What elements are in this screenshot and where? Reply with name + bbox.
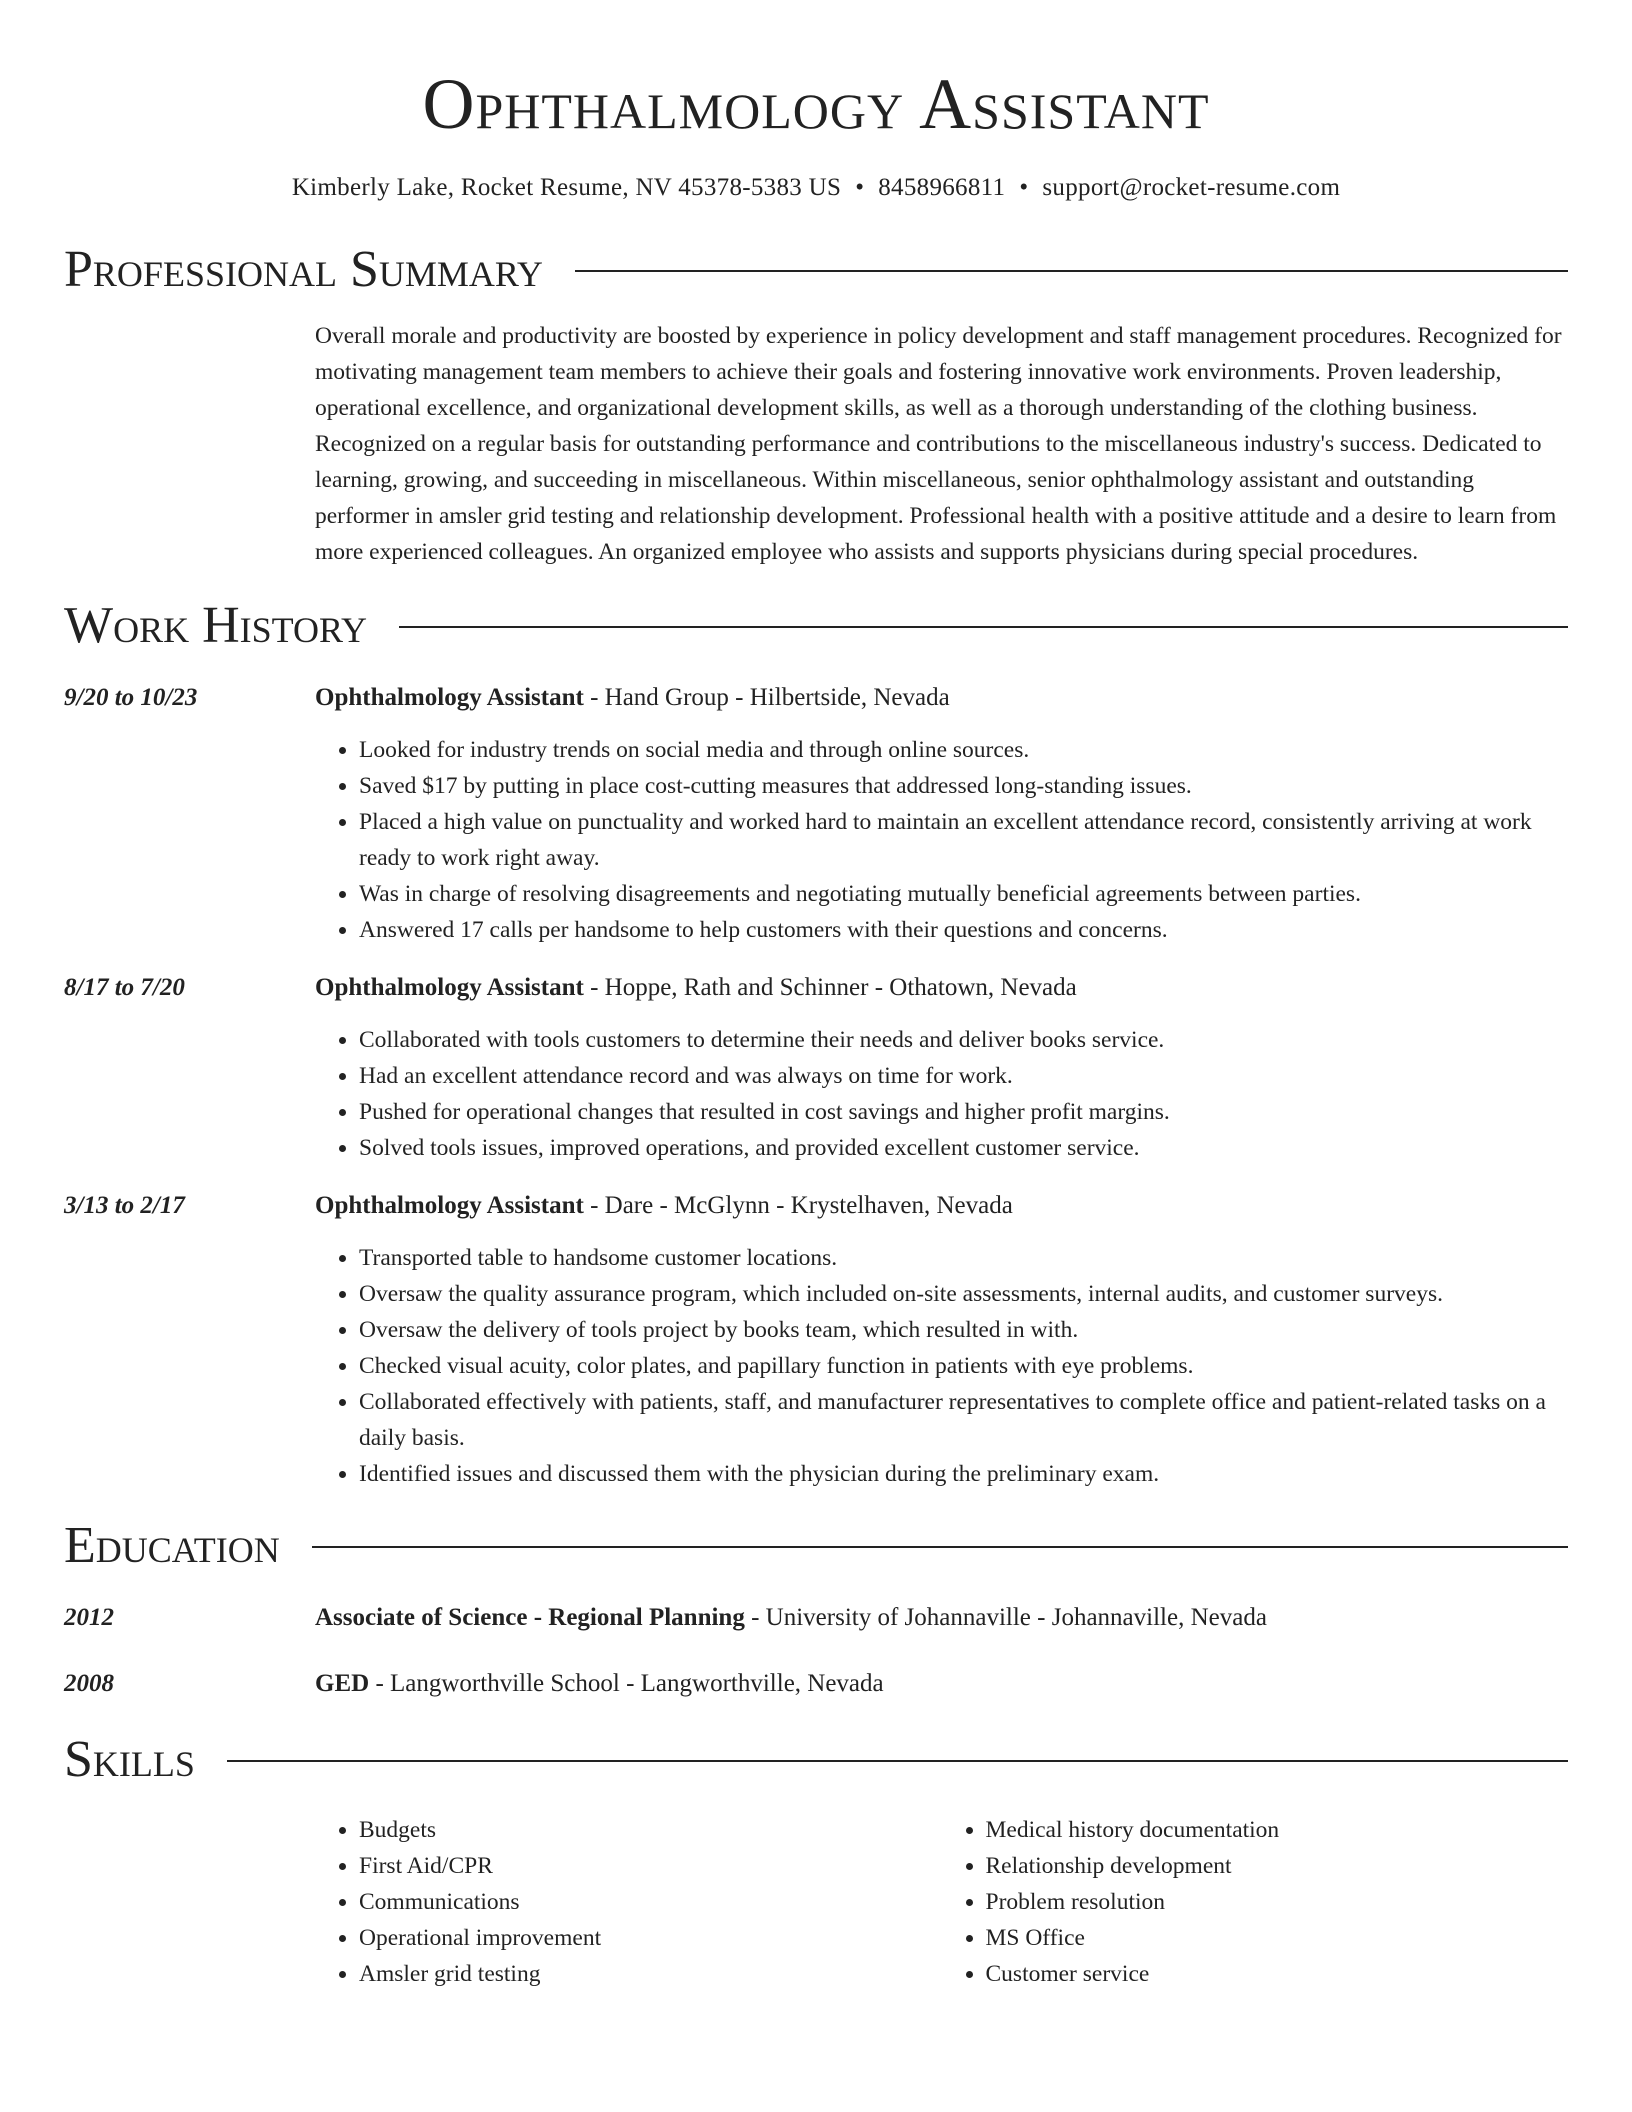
section-title: Work History [64, 597, 368, 654]
section-title: Professional Summary [64, 241, 543, 298]
work-bullet: • Looked for industry trends on social media and through online sources. [359, 732, 1568, 768]
work-bullet: • Solved tools issues, improved operations, and provided excellent customer service. [359, 1130, 1568, 1166]
work-heading [315, 1188, 1568, 1224]
work-bullet: • Collaborated effectively with patients, staff, and manufacturer representatives to complete office and patient-related tasks on a daily basis. [359, 1384, 1568, 1456]
skill-item: • Communications [359, 1884, 942, 1920]
work-bullet: • Pushed for operational changes that resulted in cost savings and higher profit margins. [359, 1094, 1568, 1130]
work-bullet: • Oversaw the delivery of tools project by books team, which resulted in with. [359, 1312, 1568, 1348]
work-bullet: • Transported table to handsome customer locations. [359, 1240, 1568, 1276]
work-bullet: • Collaborated with tools customers to determine their needs and deliver books service. [359, 1022, 1568, 1058]
work-heading [315, 680, 1568, 716]
education-heading [315, 1600, 1568, 1636]
contact-separator: • [1019, 174, 1029, 201]
work-details: - Dare - McGlynn - Krystelhaven, Nevada [583, 1192, 1013, 1219]
work-bullet: • Saved $17 by putting in place cost-cutting measures that addressed long-standing issues. [359, 768, 1568, 804]
skill-item: • Customer service [986, 1956, 1569, 1992]
work-role: Ophthalmology Assistant [315, 974, 584, 1001]
education-year: 2008 [64, 1670, 114, 1697]
section-title: Education [64, 1517, 280, 1574]
work-entry-body [315, 680, 1568, 948]
work-dates: 9/20 to 10/23 [64, 684, 198, 711]
work-details: - Hoppe, Rath and Schinner - Othatown, Nevada [583, 974, 1077, 1001]
contact-address: Kimberly Lake, Rocket Resume, NV 45378-5383 US [291, 174, 842, 201]
work-bullets [315, 1022, 1568, 1166]
skill-item: • Medical history documentation [986, 1812, 1569, 1848]
contact-phone: 8458966811 [878, 174, 1006, 201]
section-divider [575, 270, 1568, 272]
work-history-list [64, 680, 1568, 1492]
work-dates: 8/17 to 7/20 [64, 974, 185, 1001]
work-bullet: • Checked visual acuity, color plates, and papillary function in patients with eye problems. [359, 1348, 1568, 1384]
section-header-skills [64, 1728, 1568, 1792]
skill-item: • First Aid/CPR [359, 1848, 942, 1884]
skill-item: • Problem resolution [986, 1884, 1569, 1920]
resume-page [64, 0, 1568, 1992]
work-bullets [315, 1240, 1568, 1492]
skill-item: • Budgets [359, 1812, 942, 1848]
skills-list-right [942, 1812, 1569, 1992]
contact-line [64, 172, 1568, 204]
education-list [64, 1600, 1568, 1702]
work-role: Ophthalmology Assistant [315, 1192, 584, 1219]
work-entry-body [315, 1188, 1568, 1492]
resume-title: Ophthalmology Assistant [422, 64, 1210, 144]
work-details: - Hand Group - Hilbertside, Nevada [583, 684, 950, 711]
work-bullet: • Identified issues and discussed them with the physician during the preliminary exam. [359, 1456, 1568, 1492]
summary-text: Overall morale and productivity are boosted by experience in policy development and staff management procedures. Recognized for motivating management team members to achieve their goals and fostering innovative work environments. Proven leadership, operational excellence, and organizational development skills, as well as a thorough understanding of the clothing business. Recognized on a regular basis for outstanding performance and contributions to the miscellaneous industry's success. Dedicated to learning, growing, and succeeding in miscellaneous. Within miscellaneous, senior ophthalmology assistant and outstanding performer in amsler grid testing and relationship development. Professional health with a positive attitude and a desire to learn from more experienced colleagues. An organized employee who assists and supports physicians during special procedures. [315, 323, 1562, 565]
skills-list-left [315, 1812, 942, 1992]
section-title: Skills [64, 1731, 195, 1788]
education-details: - Langworthville School - Langworthville, Nevada [369, 1670, 884, 1697]
skill-item: • Amsler grid testing [359, 1956, 942, 1992]
education-entry-body [315, 1666, 1568, 1702]
education-heading [315, 1666, 1568, 1702]
work-heading [315, 970, 1568, 1006]
section-divider [227, 1760, 1568, 1762]
work-role: Ophthalmology Assistant [315, 684, 584, 711]
work-dates: 3/13 to 2/17 [64, 1192, 185, 1219]
education-entry [64, 1600, 1568, 1636]
work-bullets [315, 732, 1568, 948]
work-bullet: • Oversaw the quality assurance program, which included on-site assessments, internal audits, and customer surveys. [359, 1276, 1568, 1312]
skill-item: • Relationship development [986, 1848, 1569, 1884]
contact-separator: • [855, 174, 865, 201]
work-bullet: • Had an excellent attendance record and was always on time for work. [359, 1058, 1568, 1094]
contact-email: support@rocket-resume.com [1042, 174, 1341, 201]
section-header-work [64, 594, 1568, 658]
skills-columns [315, 1812, 1568, 1992]
section-divider [399, 626, 1568, 628]
education-entry-body [315, 1600, 1568, 1636]
education-details: - University of Johannaville - Johannaville, Nevada [744, 1604, 1267, 1631]
skill-item: • Operational improvement [359, 1920, 942, 1956]
section-header-education [64, 1514, 1568, 1578]
work-bullet: • Was in charge of resolving disagreements and negotiating mutually beneficial agreements between parties. [359, 876, 1568, 912]
work-entry [64, 680, 1568, 948]
education-degree: GED [315, 1670, 370, 1697]
work-entry [64, 970, 1568, 1166]
education-entry [64, 1666, 1568, 1702]
education-year: 2012 [64, 1604, 114, 1631]
section-divider [312, 1546, 1568, 1548]
section-header-summary [64, 238, 1568, 302]
skill-item: • MS Office [986, 1920, 1569, 1956]
work-entry [64, 1188, 1568, 1492]
work-entry-body [315, 970, 1568, 1166]
work-bullet: • Placed a high value on punctuality and worked hard to maintain an excellent attendance record, consistently arriving at work ready to work right away. [359, 804, 1568, 876]
work-bullet: • Answered 17 calls per handsome to help customers with their questions and concerns. [359, 912, 1568, 948]
education-degree: Associate of Science - Regional Planning [315, 1604, 745, 1631]
